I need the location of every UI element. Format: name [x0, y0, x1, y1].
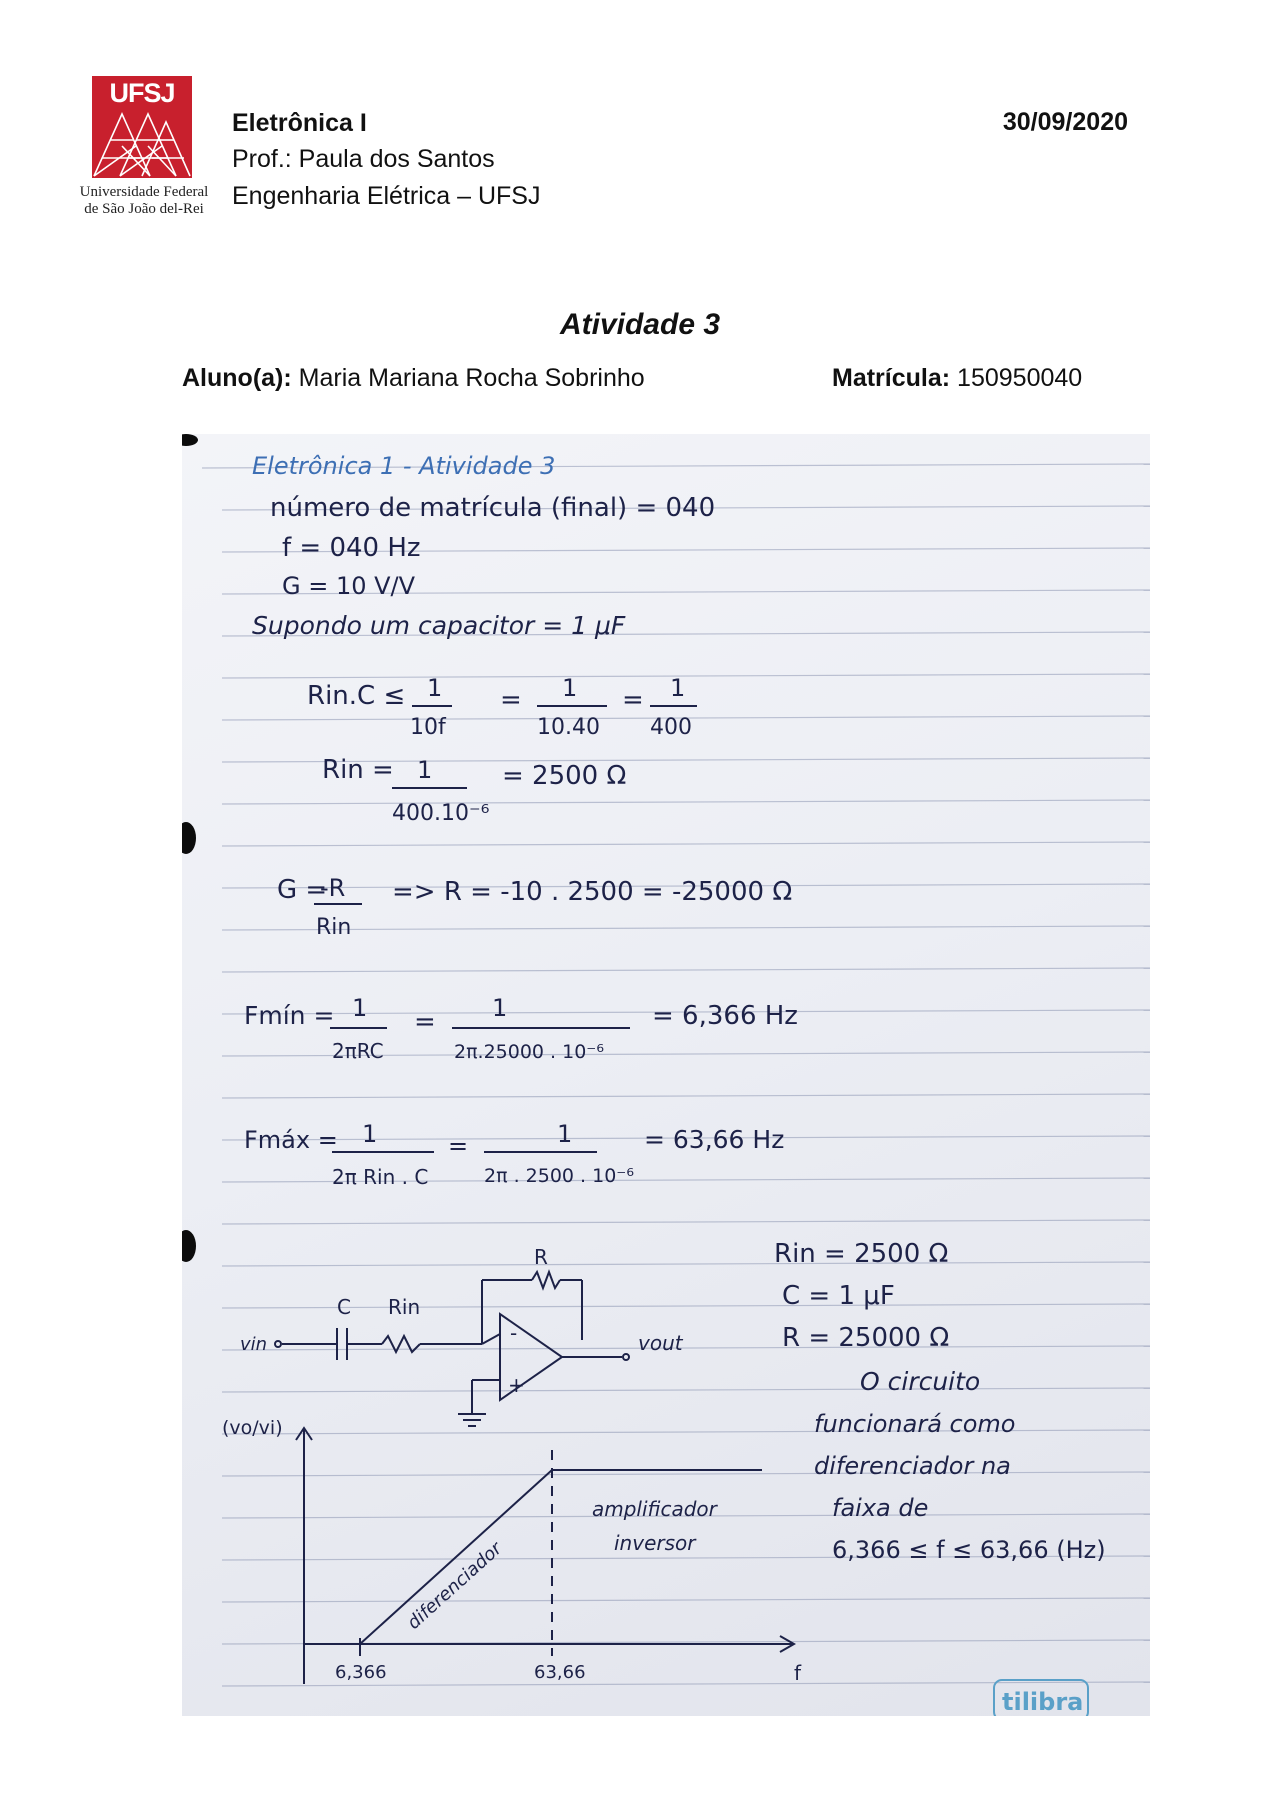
- student-name: Maria Mariana Rocha Sobrinho: [298, 364, 645, 392]
- logo-caption-line2: de São João del-Rei: [84, 201, 204, 217]
- binder-holes: [182, 434, 198, 1262]
- eq5-f1-den: 2π Rin . C: [332, 1165, 429, 1189]
- eq5-rhs: = 63,66 Hz: [644, 1125, 785, 1154]
- eq4-lhs: Fmín =: [244, 1001, 335, 1030]
- eq3-num: -R: [320, 874, 346, 902]
- eq3-lhs: G =: [277, 875, 328, 905]
- conclusion-line5: 6,366 ≤ f ≤ 63,66 (Hz): [832, 1536, 1106, 1564]
- notes-title: Eletrônica 1 - Atividade 3: [252, 452, 556, 480]
- eq2-den: 400.10⁻⁶: [392, 801, 490, 826]
- logo-text: UFSJ: [109, 78, 175, 108]
- eq4-f2-den: 2π.25000 . 10⁻⁶: [454, 1041, 604, 1063]
- eq5-f1-num: 1: [362, 1120, 378, 1148]
- equation-rin: [322, 755, 626, 826]
- graph-region-differentiator: diferenciador: [403, 1538, 507, 1634]
- notes-line-registration: número de matrícula (final) = 040: [270, 493, 716, 523]
- eq1-f3-num: 1: [670, 674, 686, 702]
- registration-number: 150950040: [957, 364, 1083, 392]
- circuit-label-vin: vin: [240, 1334, 268, 1355]
- value-c: C = 1 μF: [782, 1281, 895, 1311]
- eq4-rhs: = 6,366 Hz: [652, 1001, 798, 1031]
- document-date: 30/09/2020: [1002, 108, 1128, 136]
- notebook-brand: tilibra: [1002, 1688, 1084, 1716]
- registration-label: Matrícula:: [832, 364, 951, 392]
- eq3-rhs: => R = -10 . 2500 = -25000 Ω: [392, 877, 793, 907]
- eq1-f2-num: 1: [562, 674, 578, 702]
- equation-rin-c: [307, 674, 697, 740]
- conclusion-line1: O circuito: [860, 1367, 981, 1396]
- eq1-sign2: =: [622, 685, 644, 715]
- graph-x-label: f: [794, 1661, 802, 1685]
- value-rin: Rin = 2500 Ω: [774, 1239, 949, 1269]
- logo-caption-line1: Universidade Federal: [79, 184, 209, 200]
- conclusion-line2: funcionará como: [814, 1410, 1016, 1438]
- logo-emblem: [92, 76, 192, 178]
- university-logo: [72, 76, 222, 216]
- eq1-f1-den: 10f: [410, 715, 446, 740]
- eq1-f3-den: 400: [650, 715, 692, 740]
- notes-line-gain: G = 10 V/V: [282, 572, 416, 600]
- eq1-f1-num: 1: [427, 674, 443, 702]
- graph-y-label: (vo/vi): [222, 1417, 283, 1439]
- logo-caption: [72, 184, 216, 218]
- eq4-f1-den: 2πRC: [332, 1039, 384, 1063]
- student-info: [182, 364, 645, 393]
- equation-fmin: [244, 994, 798, 1063]
- eq2-num: 1: [417, 756, 433, 784]
- eq5-f2-den: 2π . 2500 . 10⁻⁶: [484, 1165, 634, 1187]
- handwritten-notes-photo: [182, 434, 1150, 1716]
- logo-triangles-icon: [92, 106, 192, 178]
- eq1-f2-den: 10.40: [537, 715, 600, 740]
- page-title: Atividade 3: [559, 308, 721, 341]
- eq4-f1-num: 1: [352, 994, 368, 1022]
- course-name: Eletrônica I: [232, 109, 367, 137]
- eq4-sign: =: [414, 1007, 436, 1037]
- notes-line-frequency: f = 040 Hz: [282, 533, 421, 563]
- eq5-lhs: Fmáx =: [244, 1126, 338, 1154]
- notes-canvas: [182, 434, 1150, 1716]
- eq5-f2-num: 1: [557, 1120, 573, 1148]
- value-r: R = 25000 Ω: [782, 1323, 950, 1353]
- eq1-lhs: Rin.C ≤: [307, 681, 406, 711]
- graph-tick-fmin: 6,366: [335, 1662, 387, 1683]
- eq5-sign: =: [448, 1132, 469, 1160]
- professor-name: Prof.: Paula dos Santos: [232, 145, 495, 173]
- frequency-response-graph: [296, 1428, 794, 1684]
- equation-fmax: [244, 1120, 784, 1189]
- eq4-f2-num: 1: [492, 994, 508, 1022]
- circuit-label-rin: Rin: [388, 1295, 421, 1319]
- conclusion-line3: diferenciador na: [814, 1452, 1011, 1480]
- opamp-plus-label: +: [508, 1373, 525, 1397]
- notes-line-capacitor: Supondo um capacitor = 1 μF: [252, 611, 626, 640]
- opamp-minus-label: -: [510, 1321, 518, 1345]
- student-label: Aluno(a):: [182, 364, 292, 392]
- conclusion-line4: faixa de: [832, 1494, 929, 1522]
- graph-region-amplifier: amplificador: [592, 1497, 717, 1521]
- equation-gain: [277, 874, 792, 940]
- graph-tick-fmax: 63,66: [534, 1662, 586, 1683]
- circuit-label-vout: vout: [638, 1331, 683, 1355]
- eq2-rhs: = 2500 Ω: [502, 761, 627, 791]
- registration-info: [832, 364, 1082, 393]
- eq2-lhs: Rin =: [322, 755, 394, 785]
- eq1-sign1: =: [500, 685, 522, 715]
- eq3-den: Rin: [316, 915, 352, 940]
- circuit-label-r: R: [534, 1245, 548, 1269]
- department-name: Engenharia Elétrica – UFSJ: [232, 182, 541, 210]
- graph-region-inverter: inversor: [614, 1531, 696, 1555]
- circuit-label-c: C: [337, 1295, 351, 1319]
